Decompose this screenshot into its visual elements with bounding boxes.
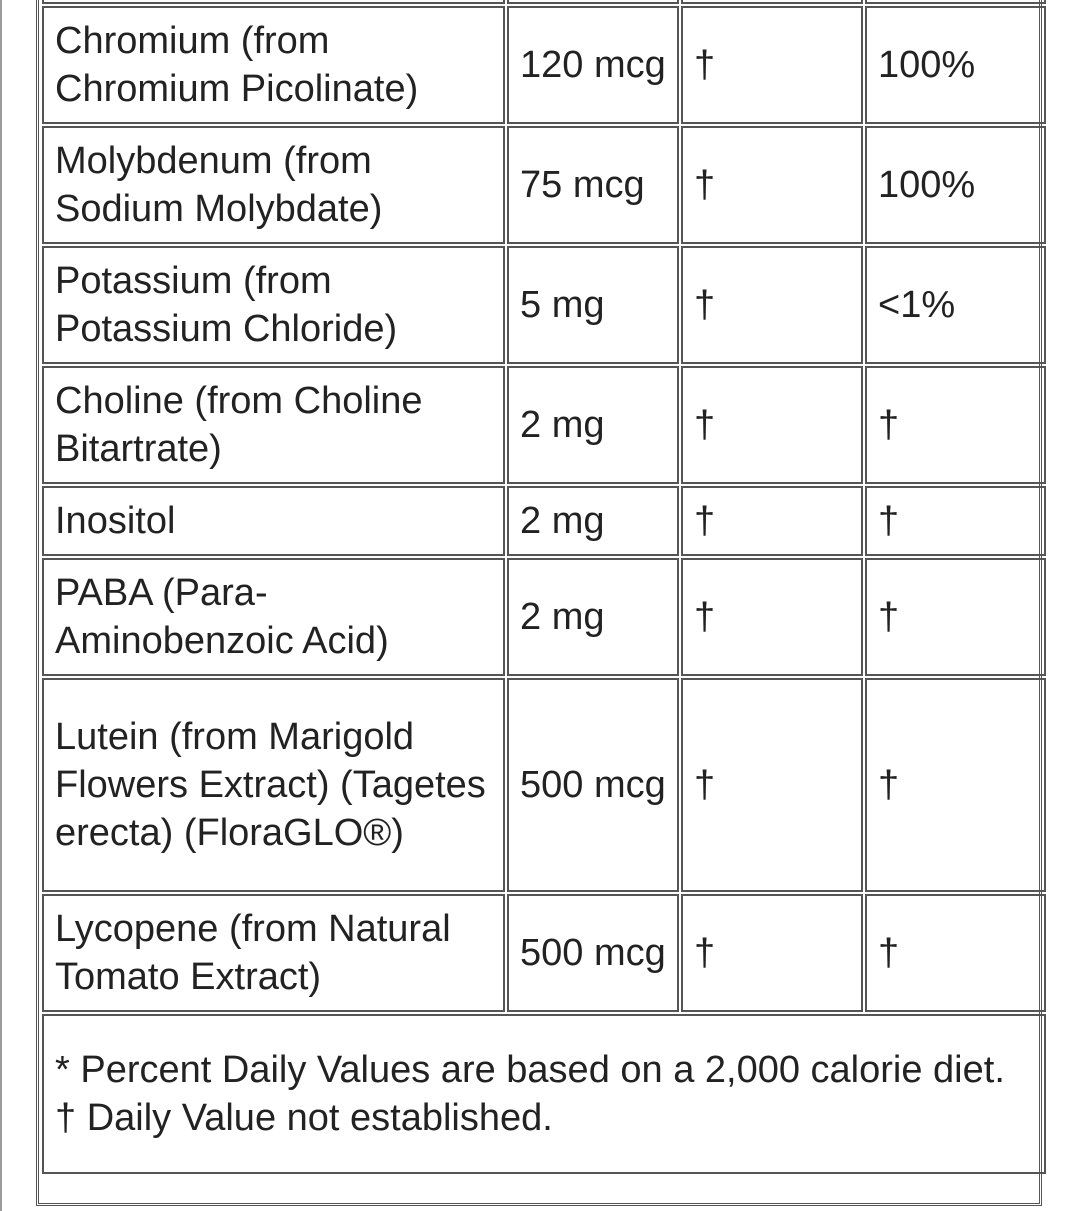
- amount-per-serving: 75 mcg: [507, 126, 679, 244]
- footnote-row: [42, 1014, 1046, 1174]
- daily-value-percent: †: [865, 678, 1046, 892]
- page-left-border: [0, 0, 2, 1211]
- nutrient-name: PABA (Para-Aminobenzoic Acid): [42, 558, 505, 676]
- daily-value-percent: †: [865, 558, 1046, 676]
- amount-per-serving: 2 mg: [507, 558, 679, 676]
- nutrient-name: Molybdenum (from Sodium Molybdate): [42, 126, 505, 244]
- table-row: [42, 366, 1046, 484]
- table-row: [42, 126, 1046, 244]
- dagger-cell: †: [681, 486, 863, 556]
- footnote-cell: [42, 1014, 1046, 1174]
- dagger-cell: †: [681, 558, 863, 676]
- nutrient-name: Inositol: [42, 486, 505, 556]
- amount-per-serving: 120 mcg: [507, 6, 679, 124]
- dagger-cell: †: [681, 6, 863, 124]
- table-row: [42, 894, 1046, 1012]
- daily-value-percent: 100%: [865, 126, 1046, 244]
- nutrient-name: Chromium (from Chromium Picolinate): [42, 6, 505, 124]
- nutrient-name: Potassium (from Potassium Chloride): [42, 246, 505, 364]
- dagger-cell: †: [681, 126, 863, 244]
- daily-value-percent: <1%: [865, 246, 1046, 364]
- dagger-cell: †: [681, 678, 863, 892]
- dagger-note: † Daily Value not established.: [55, 1097, 553, 1139]
- daily-value-percent: 100%: [865, 6, 1046, 124]
- daily-value-percent: †: [865, 486, 1046, 556]
- amount-per-serving: 2 mg: [507, 366, 679, 484]
- amount-per-serving: 5 mg: [507, 246, 679, 364]
- dagger-cell: †: [681, 894, 863, 1012]
- supplement-facts-table: [36, 0, 1042, 1206]
- table-row-partial: [42, 0, 1046, 4]
- nutrient-name: Lutein (from Marigold Flowers Extract) (Tagetes erecta) (FloraGLO®): [42, 678, 505, 892]
- daily-value-percent: †: [865, 894, 1046, 1012]
- percent-daily-value-note: * Percent Daily Values are based on a 2,000 calorie diet.: [55, 1049, 1005, 1091]
- table-row: [42, 246, 1046, 364]
- table-row: [42, 678, 1046, 892]
- amount-per-serving: 2 mg: [507, 486, 679, 556]
- nutrient-name: Lycopene (from Natural Tomato Extract): [42, 894, 505, 1012]
- daily-value-percent: †: [865, 366, 1046, 484]
- dagger-cell: †: [681, 366, 863, 484]
- amount-per-serving: 500 mcg: [507, 894, 679, 1012]
- nutrient-table: [40, 0, 1048, 1176]
- table-row: [42, 558, 1046, 676]
- dagger-cell: †: [681, 246, 863, 364]
- table-row: [42, 486, 1046, 556]
- table-row: [42, 6, 1046, 124]
- nutrient-name: Choline (from Choline Bitartrate): [42, 366, 505, 484]
- amount-per-serving: 500 mcg: [507, 678, 679, 892]
